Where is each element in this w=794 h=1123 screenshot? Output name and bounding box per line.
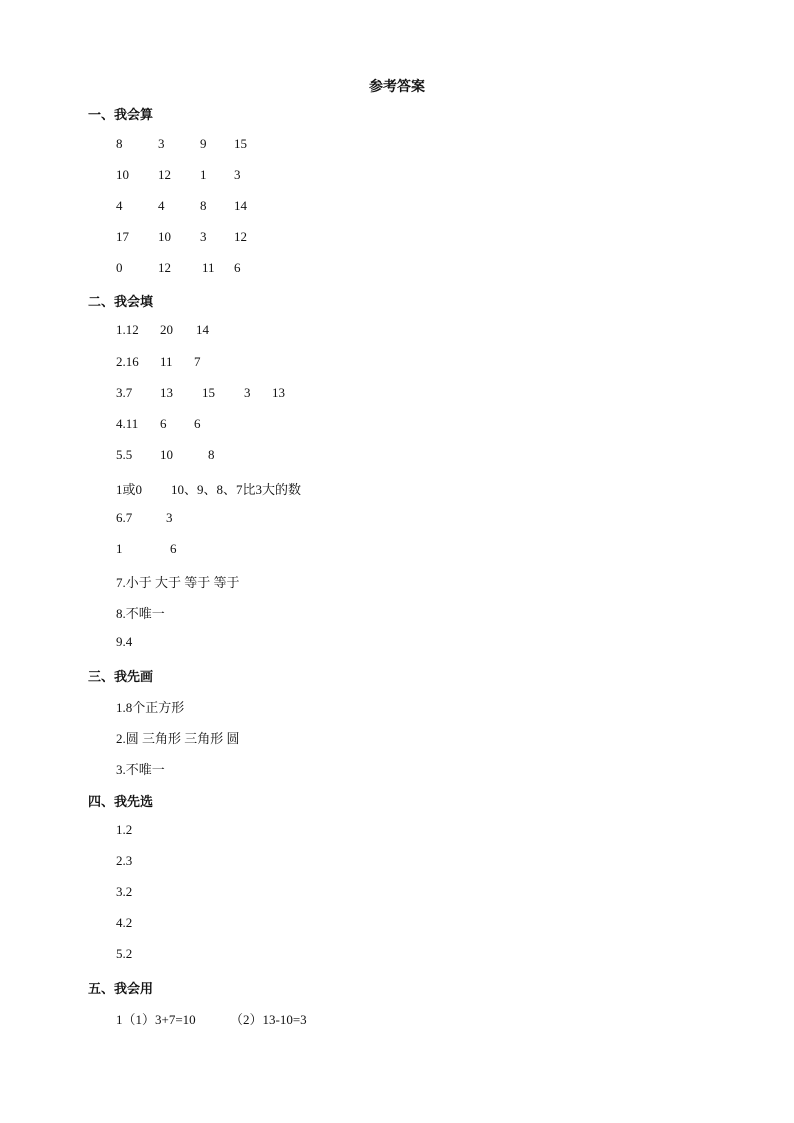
calc-cell: 6 — [234, 260, 241, 275]
answer-part: 2.16 — [116, 354, 139, 369]
page-title: 参考答案 — [369, 80, 425, 95]
answer-part: 4.11 — [116, 416, 139, 431]
answer-part: 3.7 — [116, 385, 133, 400]
answer-part: 10 — [160, 447, 173, 462]
choice-line-3: 3.2 — [116, 884, 133, 899]
draw-line-3: 3.不唯一 — [116, 762, 165, 777]
calc-cell: 9 — [200, 136, 207, 151]
choice-line-4: 4.2 — [116, 915, 133, 930]
section-heading-1: 一、我会算 — [88, 107, 154, 122]
answer-part: 1或0 — [116, 482, 143, 497]
answer-part: 14 — [196, 322, 209, 337]
draw-line-2: 2.圆 三角形 三角形 圆 — [116, 731, 240, 746]
answer-part: 15 — [202, 385, 215, 400]
answer-part: 6.7 — [116, 510, 133, 525]
section-heading-4: 四、我先选 — [88, 794, 154, 809]
calc-cell: 12 — [158, 167, 171, 182]
answer-part: 1.12 — [116, 322, 139, 337]
answer-part: 13 — [272, 385, 285, 400]
answer-part: 8 — [208, 447, 215, 462]
answer-part: 11 — [160, 354, 173, 369]
answer-part: 1（1）3+7=10 — [116, 1012, 196, 1027]
choice-line-1: 1.2 — [116, 822, 133, 837]
section-heading-5: 五、我会用 — [88, 981, 154, 996]
answer-part: 3 — [166, 510, 173, 525]
calc-cell: 4 — [116, 198, 123, 213]
answer-part: （2）13-10=3 — [230, 1012, 307, 1027]
calc-cell: 1 — [200, 167, 207, 182]
fill-line-9: 7.小于 大于 等于 等于 — [116, 575, 240, 590]
answer-part: 1 — [116, 541, 123, 556]
choice-line-5: 5.2 — [116, 946, 133, 961]
answer-part: 7 — [194, 354, 201, 369]
calc-cell: 10 — [158, 229, 171, 244]
calc-cell: 8 — [200, 198, 207, 213]
answer-part: 3 — [244, 385, 251, 400]
answer-part: 13 — [160, 385, 173, 400]
calc-cell: 15 — [234, 136, 247, 151]
calc-cell: 0 — [116, 260, 123, 275]
calc-cell: 4 — [158, 198, 165, 213]
section-heading-2: 二、我会填 — [88, 294, 154, 309]
calc-cell: 11 — [202, 260, 215, 275]
calc-cell: 3 — [200, 229, 207, 244]
answer-part: 6 — [194, 416, 201, 431]
calc-cell: 8 — [116, 136, 123, 151]
answer-part: 10、9、8、7比3大的数 — [171, 482, 302, 497]
fill-line-11: 9.4 — [116, 634, 133, 649]
calc-cell: 14 — [234, 198, 247, 213]
choice-line-2: 2.3 — [116, 853, 133, 868]
calc-cell: 12 — [234, 229, 247, 244]
calc-cell: 12 — [158, 260, 171, 275]
calc-cell: 17 — [116, 229, 129, 244]
section-heading-3: 三、我先画 — [88, 669, 154, 684]
calc-cell: 10 — [116, 167, 129, 182]
answer-part: 5.5 — [116, 447, 133, 462]
draw-line-1: 1.8个正方形 — [116, 700, 185, 715]
fill-line-10: 8.不唯一 — [116, 606, 165, 621]
calc-cell: 3 — [234, 167, 241, 182]
answer-part: 6 — [160, 416, 167, 431]
answer-part: 20 — [160, 322, 173, 337]
calc-cell: 3 — [158, 136, 165, 151]
answer-part: 6 — [170, 541, 177, 556]
